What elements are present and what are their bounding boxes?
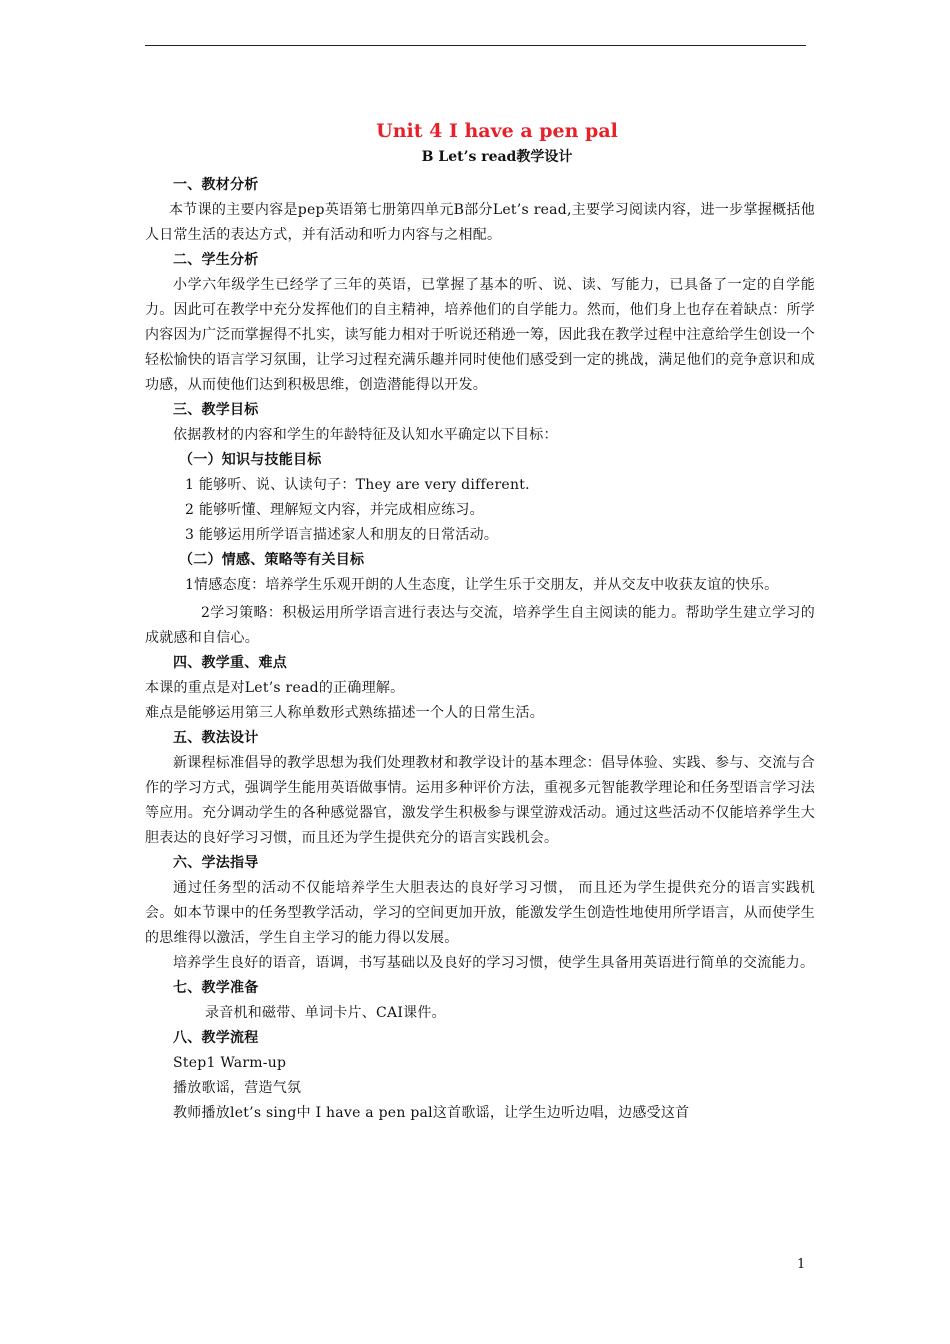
goal-item-2: 2 能够听懂、理解短文内容，并完成相应练习。 bbox=[185, 502, 484, 518]
header-rule bbox=[145, 45, 806, 46]
section-heading-teaching-process: 八、教学流程 bbox=[173, 1030, 259, 1046]
section-heading-student-analysis: 二、学生分析 bbox=[173, 252, 259, 268]
section-heading-teaching-method: 五、教法设计 bbox=[173, 730, 259, 746]
paragraph-emotion-attitude: 1情感态度：培养学生乐观开朗的人生态度，让学生乐于交朋友，并从交友中收获友谊的快乐。 bbox=[185, 577, 779, 593]
goals-intro: 依据教材的内容和学生的年龄特征及认知水平确定以下目标： bbox=[173, 427, 558, 443]
section-heading-learning-guidance: 六、学法指导 bbox=[173, 855, 259, 871]
goal-item-1: 1 能够听、说、认读句子：They are very different. bbox=[185, 477, 530, 493]
preparation-text: 录音机和磁带、单词卡片、CAI课件。 bbox=[205, 1005, 446, 1021]
paragraph-learning-strategy: 2学习策略：积极运用所学语言进行表达与交流，培养学生自主阅读的能力。帮助学生建立学习的成就感和自信心。 bbox=[145, 605, 815, 646]
paragraph-learning-guidance-2: 培养学生良好的语音，语调，书写基础以及良好的学习习惯，使学生具备用英语进行简单的交流能力。 bbox=[173, 955, 815, 971]
section-heading-key-difficult-points: 四、教学重、难点 bbox=[173, 655, 287, 671]
difficult-point-text: 难点是能够运用第三人称单数形式熟练描述一个人的日常生活。 bbox=[145, 705, 544, 721]
subheading-knowledge-skills: （一）知识与技能目标 bbox=[179, 452, 322, 468]
section-heading-teaching-goals: 三、教学目标 bbox=[173, 402, 259, 418]
step1-subtitle: 播放歌谣，营造气氛 bbox=[173, 1080, 302, 1096]
goal-item-3: 3 能够运用所学语言描述家人和朋友的日常活动。 bbox=[185, 527, 499, 543]
document-title: Unit 4 I have a pen pal bbox=[376, 120, 618, 142]
section-heading-preparation: 七、教学准备 bbox=[173, 980, 259, 996]
step1-paragraph: 教师播放let’s sing中 I have a pen pal这首歌谣，让学生边听边唱，边感受这首 bbox=[173, 1105, 690, 1121]
step1-title: Step1 Warm-up bbox=[173, 1055, 287, 1071]
section-heading-material-analysis: 一、教材分析 bbox=[173, 177, 259, 193]
page-number: 1 bbox=[797, 1257, 806, 1272]
paragraph-student-analysis: 小学六年级学生已经学了三年的英语，已掌握了基本的听、说、读、写能力，已具备了一定的自学能力。因此可在教学中充分发挥他们的自主精神，培养他们的自学能力。然而，他们身上也存在着缺点：所学内容因为广泛而掌握得不扎实，读写能力相对于听说还稍逊一筹，因此我在教学过程中注意给学生创设一个轻松愉快的语言学习氛围，让学习过程充满乐趣并同时使他们感受到一定的挑战，满足他们的竞争意识和成功感，从而使他们达到积极思维，创造潜能得以开发。 bbox=[145, 277, 815, 393]
paragraph-learning-guidance-1: 通过任务型的活动不仅能培养学生大胆表达的良好学习习惯， 而且还为学生提供充分的语言实践机会。如本节课中的任务型教学活动，学习的空间更加开放，能激发学生创造性地使用所学语言，从而使学生的思维得以激活，学生自主学习的能力得以发展。 bbox=[145, 880, 815, 946]
key-point-text: 本课的重点是对Let’s read的正确理解。 bbox=[145, 680, 405, 696]
document-body bbox=[145, 118, 815, 1126]
paragraph-material-analysis: 本节课的主要内容是pep英语第七册第四单元B部分Let’s read,主要学习阅读内容，进一步掌握概括他人日常生活的表达方式，并有活动和听力内容与之相配。 bbox=[145, 202, 815, 243]
paragraph-teaching-method: 新课程标准倡导的教学思想为我们处理教材和教学设计的基本理念：倡导体验、实践、参与、交流与合作的学习方式，强调学生能用英语做事情。运用多种评价方法，重视多元智能教学理论和任务型语言学习法等应用。充分调动学生的各种感觉器官，激发学生积极参与课堂游戏活动。通过这些活动不仅能培养学生大胆表达的良好学习习惯，而且还为学生提供充分的语言实践机会。 bbox=[145, 755, 815, 846]
subheading-emotion-strategy: （二）情感、策略等有关目标 bbox=[179, 552, 365, 568]
document-subtitle: B Let’s read教学设计 bbox=[421, 149, 573, 165]
